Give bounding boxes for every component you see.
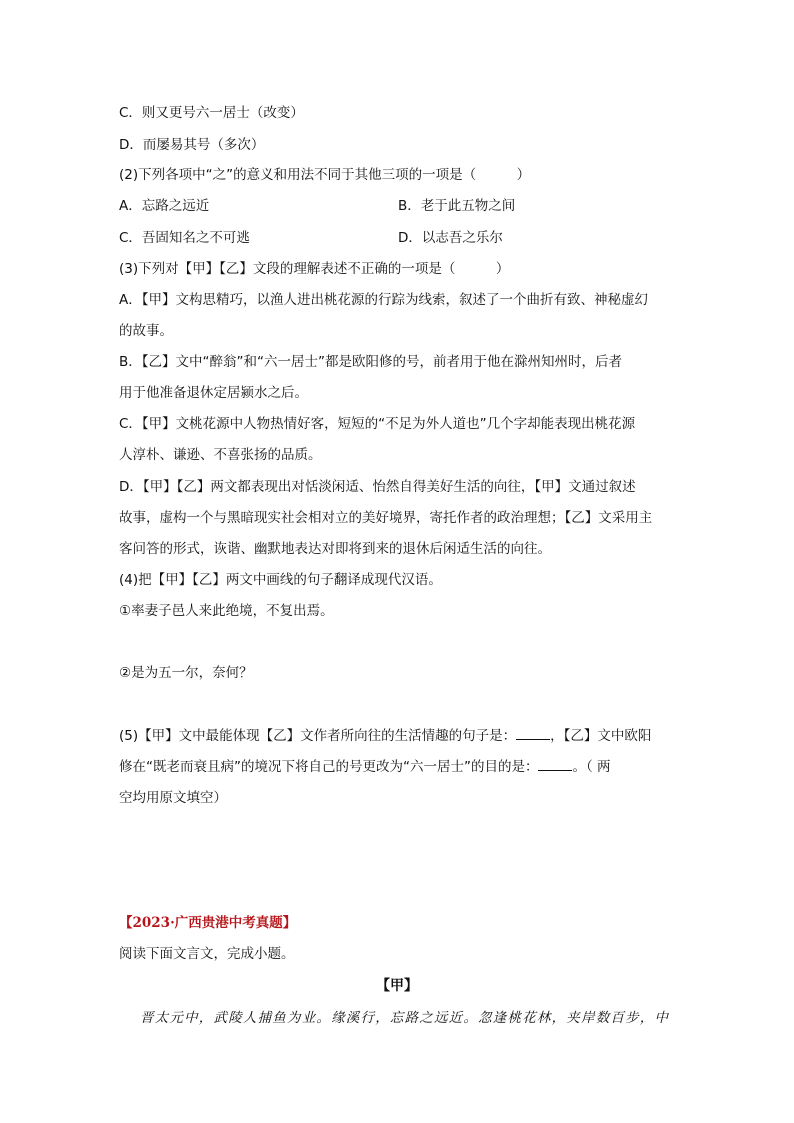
- q3-option-d-line2: 故事，虚构一个与黑暗现实社会相对立的美好境界，寄托作者的政治理想；【乙】文采用主: [119, 510, 653, 526]
- q3-option-c-line2: 人淳朴、谦逊、不喜张扬的品质。: [119, 447, 322, 463]
- q5-text-3: 修在“既老而衰且病”的境况下将自己的号更改为“六一居士”的目的是：: [119, 759, 539, 775]
- q2-option-d: D．以志吾之乐尔: [398, 230, 503, 246]
- q2-stem: (2)下列各项中“之”的意义和用法不同于其他三项的一项是（ ）: [119, 167, 531, 183]
- q3-option-a-line2: 的故事。: [119, 323, 173, 339]
- q5-text-4: 。（ 两: [572, 759, 611, 775]
- q5-line3: 空均用原文填空）: [119, 790, 227, 806]
- q5-text-1: (5)【甲】文中最能体现【乙】文作者所向往的生活情趣的句子是：: [119, 728, 517, 744]
- q2-option-a: A．忘路之远近: [119, 198, 210, 214]
- q4-sentence-2: ②是为五一尔，奈何？: [119, 665, 253, 681]
- q4-stem: (4)把【甲】【乙】两文中画线的句子翻译成现代汉语。: [119, 572, 442, 588]
- passage-heading-jia: 【甲】: [376, 978, 418, 994]
- answer-blank-1[interactable]: [516, 727, 550, 740]
- q1-option-c: C．则又更号六一居士（改变）: [119, 105, 304, 121]
- q3-option-c-line1: C．【甲】文桃花源中人物热情好客，短短的“不足为外人道也”几个字却能表现出桃花源: [119, 416, 636, 432]
- q2-option-c: C．吾固知名之不可逃: [119, 230, 250, 246]
- q3-option-d-line1: D．【甲】【乙】两文都表现出对恬淡闲适、怡然自得美好生活的向往，【甲】文通过叙述: [119, 479, 636, 495]
- q5-line1: [119, 726, 651, 746]
- q5-text-2: ，【乙】文中欧阳: [550, 728, 652, 744]
- q3-option-b-line2: 用于他准备退休定居颍水之后。: [119, 385, 308, 401]
- section-instruction: 阅读下面文言文，完成小题。: [119, 946, 295, 962]
- answer-blank-2[interactable]: [538, 758, 572, 771]
- q3-option-b-line1: B．【乙】文中“醉翁”和“六一居士”都是欧阳修的号，前者用于他在滁州知州时，后者: [119, 354, 622, 370]
- passage-line: 晋太元中，武陵人捕鱼为业。缘溪行，忘路之远近。忽逢桃花林，夹岸数百步，中: [140, 1010, 670, 1026]
- q1-option-d: D．而屡易其号（多次）: [119, 137, 265, 153]
- section-title: 【2023·广西贵港中考真题】: [119, 915, 297, 931]
- q3-option-a-line1: A．【甲】文构思精巧，以渔人进出桃花源的行踪为线索，叙述了一个曲折有致、神秘虚幻: [119, 292, 648, 308]
- q4-sentence-1: ①率妻子邑人来此绝境，不复出焉。: [119, 603, 334, 619]
- q3-option-d-line3: 客问答的形式，诙谐、幽默地表达对即将到来的退休后闲适生活的向往。: [119, 541, 551, 557]
- q5-line2: [119, 757, 611, 777]
- q2-option-b: B．老于此五物之间: [398, 198, 516, 214]
- q3-stem: (3)下列对【甲】【乙】文段的理解表述不正确的一项是（ ）: [119, 261, 510, 277]
